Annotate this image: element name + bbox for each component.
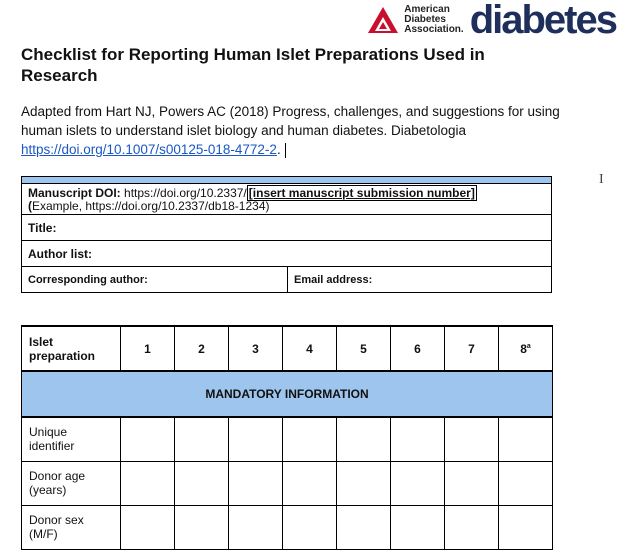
column-header: 3: [229, 326, 283, 371]
example-paren: (: [28, 199, 32, 213]
table-cell[interactable]: [121, 505, 175, 549]
table-header-row: [22, 326, 553, 371]
table-cell[interactable]: [391, 461, 445, 505]
ibeam-cursor-icon: I: [599, 172, 604, 187]
manuscript-info-table: [21, 176, 552, 293]
table-row: [22, 417, 553, 461]
column-header: 5: [337, 326, 391, 371]
doi-row[interactable]: [22, 184, 551, 215]
email-cell[interactable]: [288, 267, 378, 292]
intro-text: Adapted from Hart NJ, Powers AC (2018) Progress, challenges, and suggestions for using human islets to understand islet biology and human diabetes. Diabetologia: [21, 104, 560, 138]
contact-row: [22, 267, 551, 292]
table-cell[interactable]: [175, 417, 229, 461]
footnote-marker: a: [526, 342, 531, 350]
table-cell[interactable]: [499, 461, 553, 505]
column-header: 4: [283, 326, 337, 371]
table-cell[interactable]: [445, 505, 499, 549]
ada-triangle-icon: [366, 5, 400, 35]
doi-prefix: https://doi.org/10.2337/: [124, 186, 247, 200]
table-cell[interactable]: [499, 505, 553, 549]
intro-paragraph: [21, 102, 561, 159]
mandatory-information-heading: MANDATORY INFORMATION: [22, 371, 553, 417]
column-header-last: [499, 326, 553, 371]
islet-preparation-header: Islet preparation: [22, 326, 121, 371]
document-title: Checklist for Reporting Human Islet Preparations Used in Research: [21, 45, 485, 85]
column-header-8: 8: [520, 341, 527, 356]
ada-diabetes-logo: [366, 0, 616, 40]
ada-org-name: American Diabetes Association.: [404, 4, 464, 35]
table-cell[interactable]: [445, 417, 499, 461]
islet-preparation-table: [21, 325, 553, 550]
table-cell[interactable]: [121, 417, 175, 461]
table-row: [22, 461, 553, 505]
title-row[interactable]: [22, 215, 551, 241]
table-cell[interactable]: [283, 417, 337, 461]
table-cell[interactable]: [391, 417, 445, 461]
section-band-row: [22, 371, 553, 417]
intro-period: .: [276, 142, 281, 157]
table-cell[interactable]: [283, 461, 337, 505]
table-cell[interactable]: [121, 461, 175, 505]
corresponding-author-label: Corresponding author:: [28, 273, 148, 286]
doi-example: Example, https://doi.org/10.2337/db18-1234): [32, 199, 270, 213]
table-cell[interactable]: [175, 461, 229, 505]
email-label: Email address:: [294, 273, 373, 286]
table-cell[interactable]: [283, 505, 337, 549]
row-label: Unique identifier: [22, 417, 121, 461]
row-label: Donor sex (M/F): [22, 505, 121, 549]
corresponding-author-cell[interactable]: [22, 267, 288, 292]
column-header: 7: [445, 326, 499, 371]
author-list-row[interactable]: [22, 241, 551, 267]
table-top-band: [22, 177, 551, 184]
table-cell[interactable]: [229, 505, 283, 549]
doi-label: Manuscript DOI:: [28, 186, 121, 200]
doi-link[interactable]: https://doi.org/10.1007/s00125-018-4772-2: [21, 142, 277, 157]
table-cell[interactable]: [175, 505, 229, 549]
table-cell[interactable]: [229, 461, 283, 505]
table-cell[interactable]: [391, 505, 445, 549]
text-cursor: [285, 143, 286, 158]
title-label: Title:: [28, 220, 57, 235]
table-cell[interactable]: [337, 461, 391, 505]
table-cell[interactable]: [229, 417, 283, 461]
column-header: 1: [121, 326, 175, 371]
column-header: 2: [175, 326, 229, 371]
diabetes-wordmark: diabetes: [469, 0, 616, 42]
row-label: Donor age (years): [22, 461, 121, 505]
table-cell[interactable]: [445, 461, 499, 505]
table-cell[interactable]: [337, 417, 391, 461]
column-header: 6: [391, 326, 445, 371]
table-cell[interactable]: [337, 505, 391, 549]
table-row: [22, 505, 553, 549]
doi-insert-placeholder[interactable]: [insert manuscript submission number]: [248, 186, 475, 200]
author-list-label: Author list:: [28, 246, 92, 261]
table-cell[interactable]: [499, 417, 553, 461]
